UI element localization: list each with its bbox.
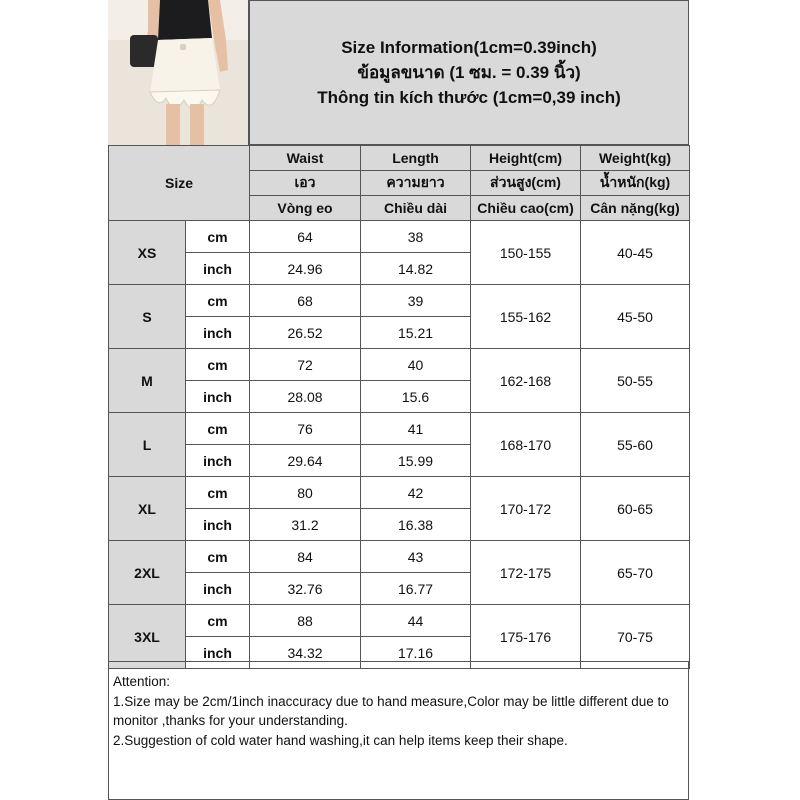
- size-table: [108, 145, 690, 669]
- attention-notes: [108, 661, 689, 800]
- waist-cm: 88: [250, 605, 361, 637]
- unit-cm: cm: [186, 221, 250, 253]
- col-waist-en: Waist: [250, 146, 361, 171]
- height-range: 175-176: [471, 605, 581, 669]
- waist-inch: 28.08: [250, 381, 361, 413]
- waist-inch: 32.76: [250, 573, 361, 605]
- table-row: [109, 477, 690, 509]
- weight-range: 65-70: [581, 541, 690, 605]
- table-row: [109, 221, 690, 253]
- col-weight-en: Weight(kg): [581, 146, 690, 171]
- waist-cm: 84: [250, 541, 361, 573]
- col-height-en: Height(cm): [471, 146, 581, 171]
- notes-heading: Attention:: [113, 674, 171, 689]
- col-weight-th: น้ำหนัก(kg): [581, 171, 690, 196]
- col-weight-vi: Cân nặng(kg): [581, 196, 690, 221]
- col-length-vi: Chiều dài: [361, 196, 471, 221]
- size-name: 2XL: [109, 541, 186, 605]
- waist-inch: 26.52: [250, 317, 361, 349]
- length-inch: 15.21: [361, 317, 471, 349]
- title-box: [249, 0, 689, 145]
- col-waist-vi: Vòng eo: [250, 196, 361, 221]
- height-range: 172-175: [471, 541, 581, 605]
- header-row-en: [109, 146, 690, 171]
- unit-inch: inch: [186, 573, 250, 605]
- model-skirt-illustration: [108, 0, 248, 145]
- unit-inch: inch: [186, 317, 250, 349]
- unit-cm: cm: [186, 605, 250, 637]
- unit-cm: cm: [186, 349, 250, 381]
- weight-range: 50-55: [581, 349, 690, 413]
- size-name: XS: [109, 221, 186, 285]
- weight-range: 70-75: [581, 605, 690, 669]
- title-english: Size Information(1cm=0.39inch): [341, 38, 597, 57]
- header: [108, 0, 689, 145]
- size-name: 3XL: [109, 605, 186, 669]
- unit-cm: cm: [186, 541, 250, 573]
- unit-inch: inch: [186, 637, 250, 669]
- unit-inch: inch: [186, 509, 250, 541]
- unit-inch: inch: [186, 253, 250, 285]
- size-name: L: [109, 413, 186, 477]
- waist-cm: 64: [250, 221, 361, 253]
- length-cm: 39: [361, 285, 471, 317]
- weight-range: 60-65: [581, 477, 690, 541]
- size-name: XL: [109, 477, 186, 541]
- length-cm: 43: [361, 541, 471, 573]
- product-photo: [108, 0, 249, 145]
- height-range: 162-168: [471, 349, 581, 413]
- weight-range: 45-50: [581, 285, 690, 349]
- col-length-en: Length: [361, 146, 471, 171]
- weight-range: 40-45: [581, 221, 690, 285]
- unit-cm: cm: [186, 477, 250, 509]
- waist-cm: 80: [250, 477, 361, 509]
- length-inch: 15.99: [361, 445, 471, 477]
- title-vietnamese: Thông tin kích thước (1cm=0,39 inch): [317, 88, 621, 107]
- unit-inch: inch: [186, 381, 250, 413]
- height-range: 155-162: [471, 285, 581, 349]
- waist-cm: 76: [250, 413, 361, 445]
- title-thai: ข้อมูลขนาด (1 ซม. = 0.39 นิ้ว): [357, 63, 581, 82]
- unit-cm: cm: [186, 285, 250, 317]
- waist-inch: 24.96: [250, 253, 361, 285]
- length-cm: 38: [361, 221, 471, 253]
- table-row: [109, 541, 690, 573]
- notes-line-1: 1.Size may be 2cm/1inch inaccuracy due to hand measure,Color may be little different due to monitor ,thanks for your understanding.: [113, 693, 669, 728]
- table-row: [109, 413, 690, 445]
- length-cm: 42: [361, 477, 471, 509]
- table-row: [109, 285, 690, 317]
- length-inch: 14.82: [361, 253, 471, 285]
- notes-line-2: 2.Suggestion of cold water hand washing,it can help items keep their shape.: [113, 732, 568, 748]
- size-name: M: [109, 349, 186, 413]
- length-cm: 41: [361, 413, 471, 445]
- size-column-title: Size: [109, 146, 250, 221]
- col-waist-th: เอว: [250, 171, 361, 196]
- table-row: [109, 605, 690, 637]
- height-range: 168-170: [471, 413, 581, 477]
- unit-cm: cm: [186, 413, 250, 445]
- size-name: S: [109, 285, 186, 349]
- length-cm: 40: [361, 349, 471, 381]
- table-row: [109, 349, 690, 381]
- col-height-th: ส่วนสูง(cm): [471, 171, 581, 196]
- weight-range: 55-60: [581, 413, 690, 477]
- length-inch: 16.38: [361, 509, 471, 541]
- waist-inch: 31.2: [250, 509, 361, 541]
- col-length-th: ความยาว: [361, 171, 471, 196]
- length-inch: 17.16: [361, 637, 471, 669]
- waist-cm: 72: [250, 349, 361, 381]
- waist-inch: 29.64: [250, 445, 361, 477]
- col-height-vi: Chiều cao(cm): [471, 196, 581, 221]
- unit-inch: inch: [186, 445, 250, 477]
- length-inch: 15.6: [361, 381, 471, 413]
- height-range: 170-172: [471, 477, 581, 541]
- waist-inch: 34.32: [250, 637, 361, 669]
- height-range: 150-155: [471, 221, 581, 285]
- length-cm: 44: [361, 605, 471, 637]
- waist-cm: 68: [250, 285, 361, 317]
- size-chart-sheet: [108, 0, 689, 800]
- length-inch: 16.77: [361, 573, 471, 605]
